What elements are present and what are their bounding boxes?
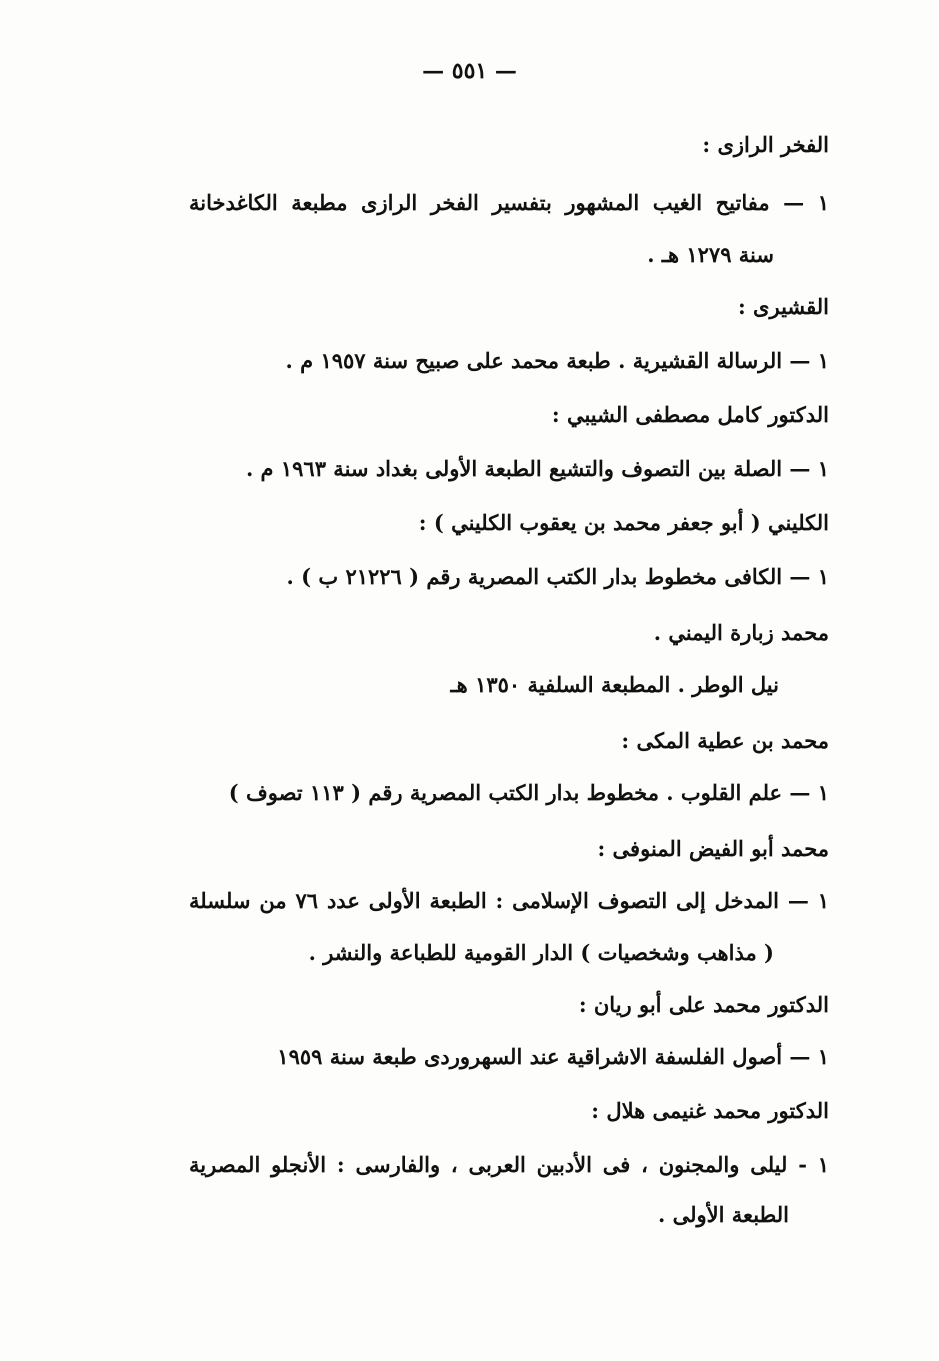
reference-line: ١ - ليلى والمجنون ، فى الأدبين العربى ، والفارسى : الأنجلو المصرية — [189, 1152, 829, 1177]
author-heading: محمد بن عطية المكى : — [621, 728, 829, 753]
reference-line: ١ — الرسالة القشيرية . طبعة محمد على صبيح سنة ١٩٥٧ م . — [285, 348, 829, 373]
reference-line: ١ — أصول الفلسفة الاشراقية عند السهروردى طبعة سنة ١٩٥٩ — [277, 1044, 829, 1069]
reference-line: ١ — علم القلوب . مخطوط بدار الكتب المصرية رقم ( ١١٣ تصوف ) — [228, 780, 829, 805]
author-heading: الفخر الرازى : — [702, 132, 829, 157]
reference-line: ١ — المدخل إلى التصوف الإسلامى : الطبعة الأولى عدد ٧٦ من سلسلة — [189, 888, 829, 913]
author-heading: محمد زبارة اليمني . — [653, 620, 829, 645]
author-heading: الكليني ( أبو جعفر محمد بن يعقوب الكليني ) : — [418, 510, 829, 535]
reference-line: ١ — الكافى مخطوط بدار الكتب المصرية رقم ( ٢١٢٢٦ ب ) . — [286, 564, 829, 589]
author-heading: الدكتور كامل مصطفى الشيبي : — [551, 402, 829, 427]
reference-line: ١ — الصلة بين التصوف والتشيع الطبعة الأولى بغداد سنة ١٩٦٣ م . — [245, 456, 829, 481]
reference-line-continued: ( مذاهب وشخصيات ) الدار القومية للطباعة والنشر . — [308, 940, 774, 965]
reference-line: نيل الوطر . المطبعة السلفية ١٣٥٠ هـ — [450, 672, 779, 697]
author-heading: القشيرى : — [737, 294, 829, 319]
author-heading: محمد أبو الفيض المنوفى : — [597, 836, 829, 861]
page-number: — ٥٥١ — — [422, 58, 517, 84]
reference-line-continued: سنة ١٢٧٩ هـ . — [647, 242, 774, 267]
reference-line: ١ — مفاتيح الغيب المشهور بتفسير الفخر الرازى مطبعة الكاغدخانة — [189, 190, 829, 215]
author-heading: الدكتور محمد غنيمى هلال : — [591, 1098, 829, 1123]
reference-line-continued: الطبعة الأولى . — [658, 1202, 789, 1227]
author-heading: الدكتور محمد على أبو ريان : — [578, 992, 829, 1017]
